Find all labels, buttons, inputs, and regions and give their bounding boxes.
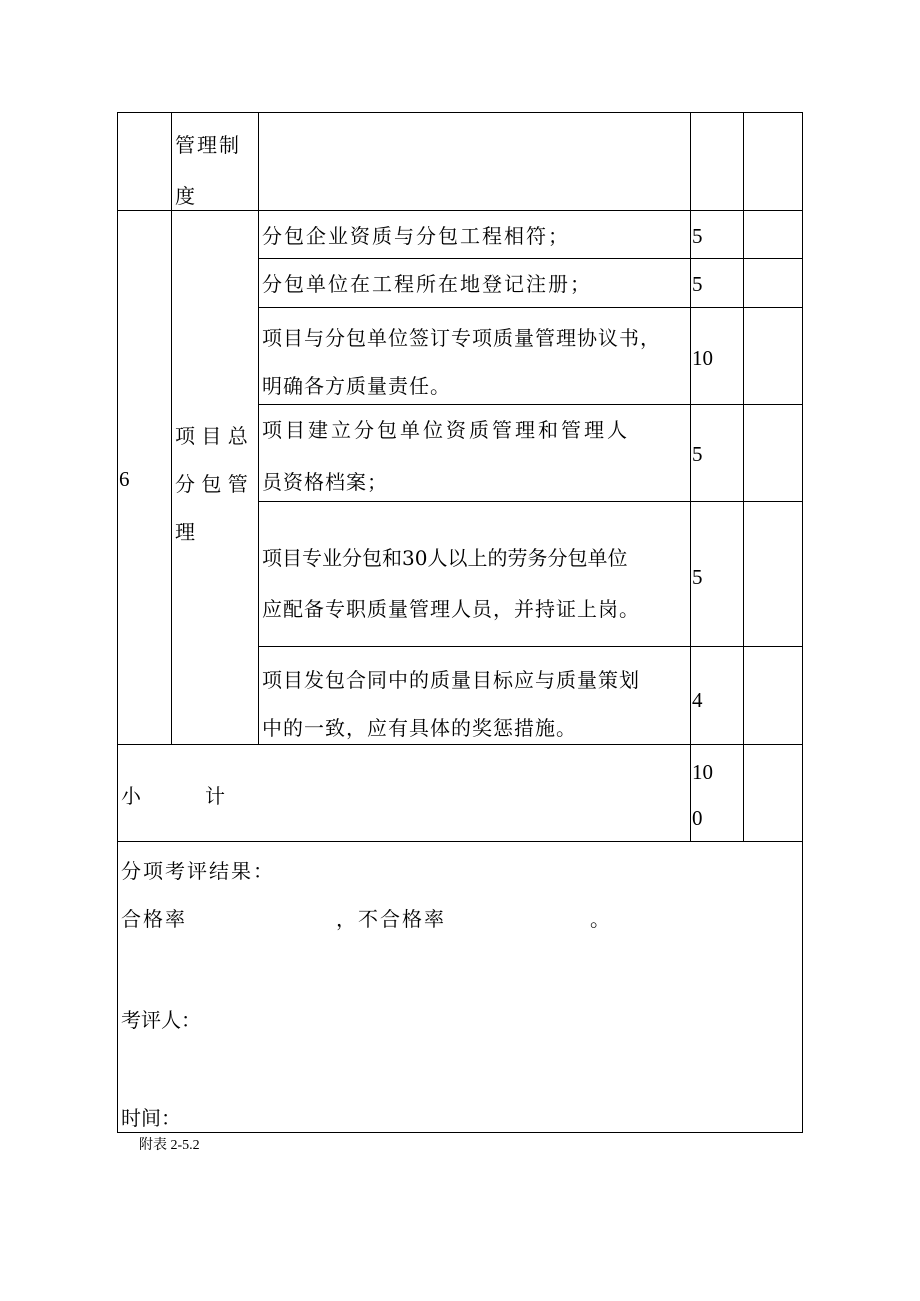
rule-top: [117, 112, 803, 113]
item-2-text: 分包单位在工程所在地登记注册；: [262, 272, 592, 296]
rule-subtotal-bottom: [117, 841, 803, 842]
rate-end-mark: 。: [590, 907, 610, 931]
item-4-text-line1: 项目建立分包单位资质管理和管理人: [262, 418, 630, 442]
rule-item2-bottom: [258, 307, 803, 308]
section-category-line3: 理: [175, 520, 195, 544]
item-1-text: 分包企业资质与分包工程相符；: [262, 224, 570, 248]
rule-item1-bottom: [258, 258, 803, 259]
rule-left: [117, 112, 118, 1133]
item-5-text-line1: 项目专业分包和30人以上的劳务分包单位: [262, 546, 628, 570]
item-4-text-line2: 员资格档案；: [262, 470, 388, 494]
section-category-line1: 项 目 总: [175, 424, 248, 448]
rule-item3-bottom: [258, 404, 803, 405]
rule-right: [802, 112, 803, 1133]
pass-rate-label: 合格率: [121, 907, 187, 931]
item-5-score: 5: [692, 565, 703, 589]
rule-col4: [743, 112, 744, 841]
row5-category-line1: 管理制: [175, 133, 241, 157]
item-6-score: 4: [692, 688, 703, 712]
item-6-text-line1: 项目发包合同中的质量目标应与质量策划: [262, 668, 640, 692]
rule-col1: [171, 112, 172, 744]
rule-row5-bottom: [117, 210, 803, 211]
subtotal-label-char1: 小: [121, 784, 141, 808]
table-footnote: 附表 2-5.2: [139, 1138, 200, 1153]
reviewer-label: 考评人：: [121, 1008, 201, 1032]
time-label: 时间：: [121, 1106, 181, 1130]
rule-item4-bottom: [258, 501, 803, 502]
item-3-text-line1: 项目与分包单位签订专项质量管理协议书，: [262, 326, 661, 350]
rule-item5-bottom: [258, 646, 803, 647]
item-2-score: 5: [692, 272, 703, 296]
subtotal-label-char2: 计: [205, 784, 225, 808]
fail-rate-label: ，不合格率: [336, 907, 446, 931]
item-3-text-line2: 明确各方质量责任。: [262, 374, 451, 398]
subtotal-score-line1: 10: [692, 760, 713, 784]
rule-bottom: [117, 1132, 803, 1133]
rule-section-bottom: [117, 744, 803, 745]
rule-col2: [258, 112, 259, 744]
item-4-score: 5: [692, 442, 703, 466]
rule-col3: [690, 112, 691, 841]
result-heading: 分项考评结果：: [121, 859, 275, 883]
item-3-score: 10: [692, 346, 713, 370]
item-6-text-line2: 中的一致，应有具体的奖惩措施。: [262, 716, 577, 740]
row5-category-line2: 度: [175, 184, 195, 208]
section-category-line2: 分 包 管: [175, 472, 248, 496]
subtotal-score-line2: 0: [692, 806, 703, 830]
section-number: 6: [119, 467, 130, 491]
item-1-score: 5: [692, 224, 703, 248]
item-5-text-line2: 应配备专职质量管理人员，并持证上岗。: [262, 597, 640, 621]
